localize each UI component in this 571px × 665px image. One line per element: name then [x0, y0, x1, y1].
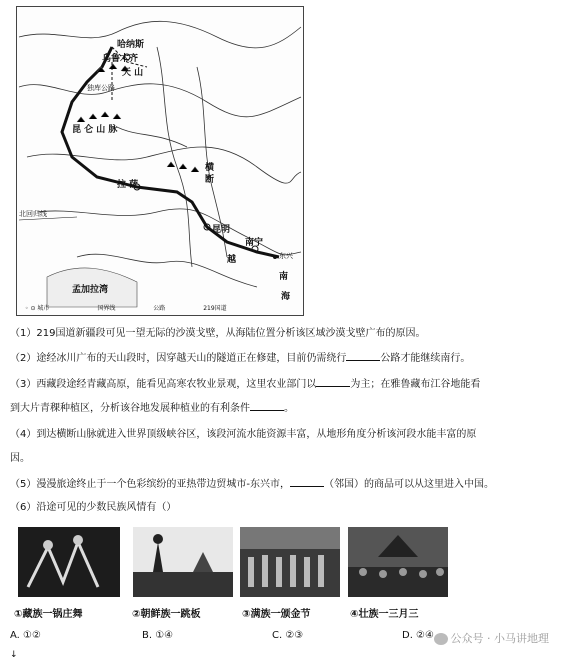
option-a[interactable]: A. ①②	[10, 630, 41, 641]
question-4: （4）到达横断山脉就进入世界顶级峡谷区，该段河流水能资源丰富，从地形角度分析该河段水能丰富的原	[10, 429, 477, 440]
photo-drawing	[240, 527, 340, 597]
label-urumqi: 乌鲁木齐	[102, 54, 139, 64]
question-2	[10, 350, 561, 367]
question-1: （1）219国道新疆段可见一望无际的沙漠戈壁，从海陆位置分析该区域沙漠戈壁广布的原因。	[10, 328, 426, 339]
label-south: 南	[279, 272, 289, 282]
map-drawing	[17, 7, 303, 315]
question-3-text-b: 为主；在雅鲁藏布江谷地能看	[350, 379, 481, 390]
label-kunming: 昆明	[212, 225, 231, 235]
option-b[interactable]: B. ①④	[142, 630, 174, 641]
photo-seesaw	[133, 527, 233, 597]
border-line-north	[19, 21, 301, 48]
label-kunlun: 昆 仑 山 脉	[72, 125, 118, 135]
watermark-text: 公众号 · 小马讲地理	[450, 632, 549, 645]
label-nanning: 南宁	[245, 238, 264, 248]
border-line	[27, 147, 301, 183]
question-5	[10, 476, 561, 493]
legend-border: 国界线	[97, 305, 116, 312]
photo-guozhuang-dance	[18, 527, 120, 597]
caption-4: ④壮族一三月三	[350, 609, 419, 620]
question-3-text-c: 到大片青稞种植区，分析该谷地发展种植业的有利条件	[10, 403, 250, 414]
question-3-text-d: 。	[284, 403, 294, 414]
label-bay-of-bengal: 孟加拉湾	[72, 285, 109, 295]
watermark	[434, 630, 550, 646]
g219-road-line	[62, 47, 279, 257]
map-legend	[25, 303, 233, 312]
option-d[interactable]: D. ②④	[402, 630, 434, 641]
caption-2: ②朝鲜族一跳板	[132, 609, 201, 620]
question-2-text-b: 公路才能继续南行。	[380, 353, 471, 364]
question-3	[10, 376, 561, 393]
photo-drawing	[348, 527, 448, 597]
answer-blank[interactable]	[346, 350, 380, 361]
label-hanas: 哈纳斯	[117, 40, 145, 50]
river	[117, 127, 187, 147]
legend-g219: 219国道	[203, 305, 227, 312]
photo-banjin-festival	[240, 527, 340, 597]
question-5-text-a: （5）漫漫旅途终止于一个色彩缤纷的亚热带边贸城市-东兴市，	[10, 479, 290, 490]
caption-3: ③满族一颁金节	[242, 609, 311, 620]
question-3-text-a: （3）西藏段途经青藏高原，能看见高寒农牧业景观，这里农业部门以	[10, 379, 317, 390]
answer-blank[interactable]	[250, 400, 284, 411]
question-5-text-b: （邻国）的商品可以从这里进入中国。	[323, 479, 494, 490]
option-c[interactable]: C. ②③	[272, 630, 304, 641]
label-dongxing: 东兴	[279, 252, 293, 260]
label-tianshan: 天 山	[122, 68, 144, 78]
answer-blank[interactable]	[316, 376, 350, 387]
mountain-hatch	[167, 162, 199, 172]
photo-sanyuesan	[348, 527, 448, 597]
route-map	[16, 6, 304, 316]
label-sea: 海	[281, 292, 291, 302]
mountain-hatch	[77, 112, 121, 122]
label-vietnam: 越	[227, 255, 237, 265]
label-hengduan: 横 断	[203, 162, 213, 184]
label-duku-highway: 独库公路	[87, 84, 115, 92]
label-tropic: 北回归线	[19, 210, 47, 218]
border-line	[19, 84, 301, 117]
photo-drawing	[18, 527, 120, 597]
city-marker-dongxing	[273, 255, 277, 259]
paragraph-mark-icon: ↓	[10, 650, 18, 660]
river	[157, 47, 192, 267]
caption-1: ①藏族一锅庄舞	[14, 609, 83, 620]
legend-road: 公路	[153, 305, 166, 312]
question-4-line-2: 因。	[10, 453, 30, 464]
photo-drawing	[133, 527, 233, 597]
legend-city: ◦ ⊙ 城市	[25, 305, 50, 312]
photo-row	[18, 527, 548, 599]
question-3-line-2	[10, 400, 561, 417]
label-lhasa: 拉 萨	[117, 180, 139, 190]
question-2-text-a: （2）途经冰川广布的天山段时，因穿越天山的隧道正在修建，目前仍需绕行	[10, 353, 347, 364]
wechat-icon	[434, 633, 448, 645]
answer-blank[interactable]	[290, 476, 324, 487]
question-6: （6）沿途可见的少数民族风情有（）	[10, 502, 177, 513]
